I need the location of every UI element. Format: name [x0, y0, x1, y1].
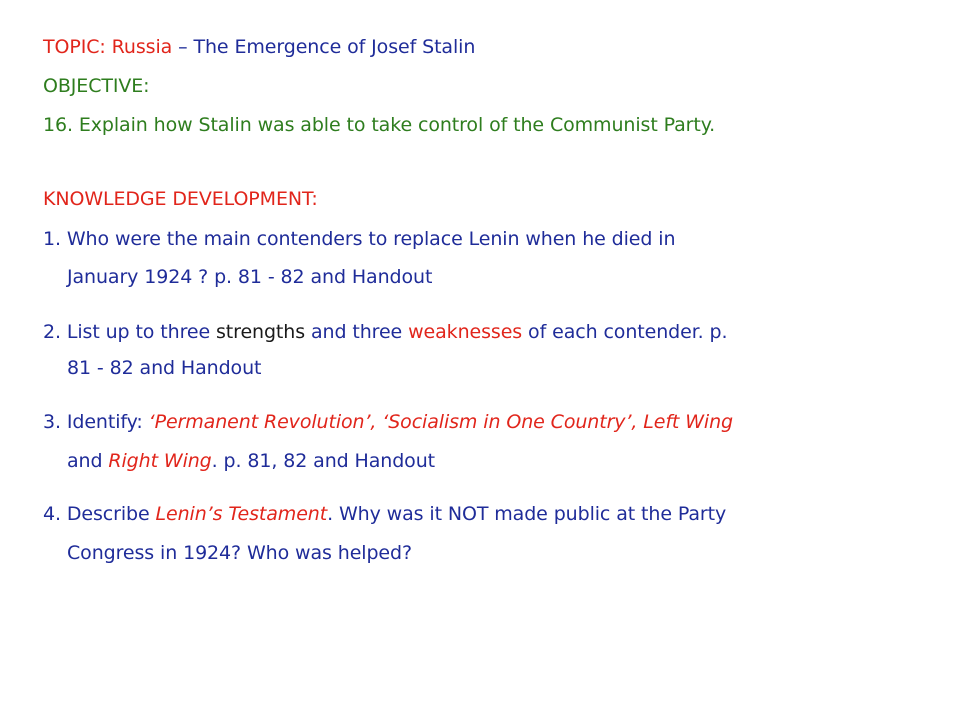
question-4-line-1	[43, 503, 726, 525]
topic-label: TOPIC:	[43, 36, 106, 58]
question-3-line-2	[67, 450, 435, 472]
objective-item: 16. Explain how Stalin was able to take control of the Communist Party.	[43, 114, 716, 136]
objective-label: OBJECTIVE:	[43, 75, 150, 97]
topic-title: The Emergence of Josef Stalin	[193, 36, 476, 58]
q2-part1: 2. List up to three	[43, 321, 211, 343]
q3-terms: ‘Permanent Revolution’, ‘Socialism in One Country’, Left Wing	[148, 411, 733, 433]
q3-right-wing: Right Wing	[108, 450, 212, 472]
q4-suffix: . Why was it NOT made public at the Party	[327, 503, 727, 525]
question-3-line-1	[43, 411, 733, 433]
q2-weaknesses: weaknesses	[408, 321, 523, 343]
q3-prefix: 3. Identify:	[43, 411, 143, 433]
question-2-line-1	[43, 321, 727, 343]
knowledge-label: KNOWLEDGE DEVELOPMENT:	[43, 188, 318, 210]
q2-part2: and three	[310, 321, 403, 343]
q3-and: and	[67, 450, 103, 472]
topic-line	[43, 36, 475, 58]
question-1-line-2: January 1924 ? p. 81 - 82 and Handout	[67, 266, 433, 288]
q3-suffix: . p. 81, 82 and Handout	[211, 450, 435, 472]
q2-strengths: strengths	[216, 321, 306, 343]
q4-testament: Lenin’s Testament	[155, 503, 328, 525]
q4-prefix: 4. Describe	[43, 503, 150, 525]
topic-subject: Russia	[111, 36, 173, 58]
question-4-line-2: Congress in 1924? Who was helped?	[67, 542, 412, 564]
q2-part3: of each contender. p.	[528, 321, 728, 343]
topic-dash: –	[178, 36, 188, 58]
question-2-line-2: 81 - 82 and Handout	[67, 357, 262, 379]
question-1-line-1: 1. Who were the main contenders to replace Lenin when he died in	[43, 228, 676, 250]
